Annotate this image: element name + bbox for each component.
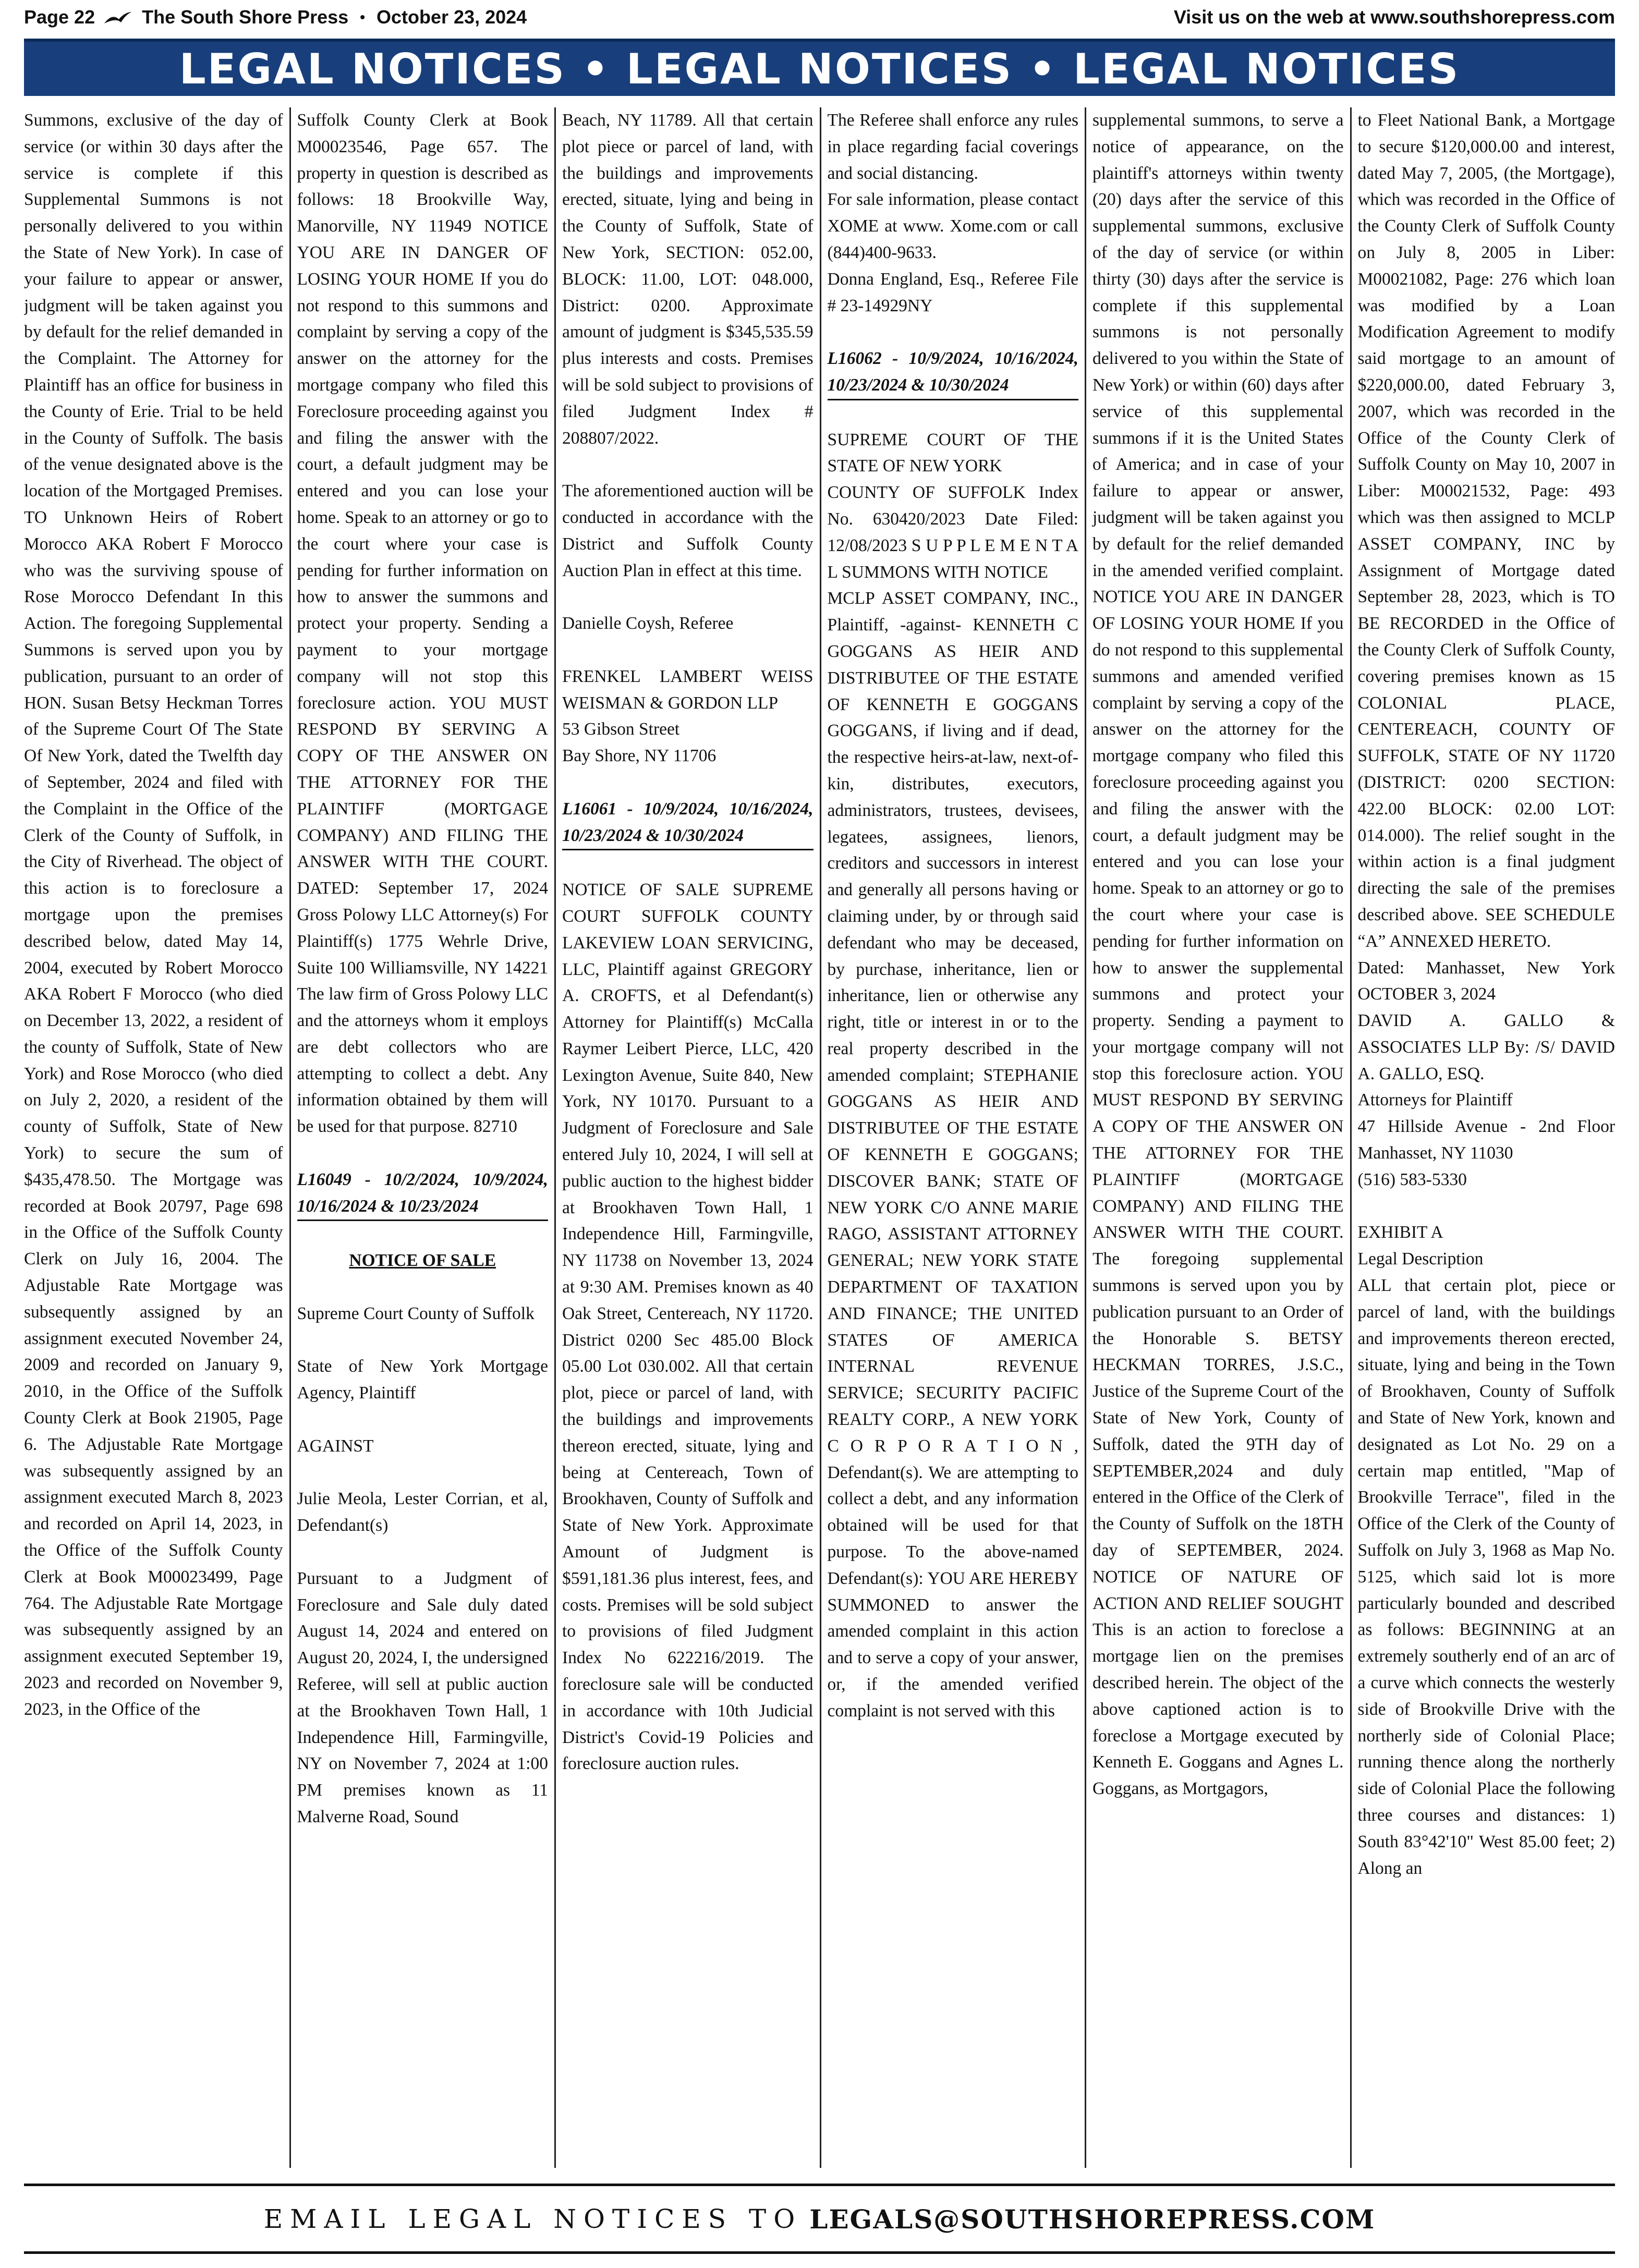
notice-paragraph: Legal Description xyxy=(1357,1249,1484,1269)
notice-paragraph: NOTICE OF SALE SUPREME COURT SUFFOLK COUNTY LAKEVIEW LOAN SERVICING, LLC, Plaintiff against GREGORY A. CROFTS, et al Defendant(s) Attorney for Plaintiff(s) McCalla Raymer Leibert Pierce, LLC, 420 Lexington Avenue, Suite 840, New York, NY 10170. Pursuant to a Judgment of Foreclosure and Sale entered July 10, 2024, I will sell at public auction to the highest bidder at Brookhaven Town Hall, 1 Independence Hill, Farmingville, NY 11738 on November 13, 2024 at 9:30 AM. Premises known as 40 Oak Street, Centereach, NY 11720. District 0200 Sec 485.00 Block 05.00 Lot 030.002. All that certain plot, piece or parcel of land, with the buildings and improvements thereon erected, situate, lying and being at Centereach, Town of Brookhaven, County of Suffolk and State of New York. Approximate Amount of Judgment is $591,181.36 plus interest, fees, and costs. Premises will be sold subject to provisions of filed Judgment Index No 622216/2019. The foreclosure sale will be conducted in accordance with 10th Judicial District's Covid-19 Policies and foreclosure auction rules. xyxy=(562,880,814,1774)
notice-paragraph: COUNTY OF SUFFOLK Index No. 630420/2023 Date Filed: 12/08/2023 S U P P L E M E N T A L SUMMONS WITH NOTICE xyxy=(827,483,1078,582)
notice-paragraph: Julie Meola, Lester Corrian, et al, Defendant(s) xyxy=(297,1489,548,1535)
notice-paragraph: ALL that certain plot, piece or parcel of land, with the buildings and improvements thereon erected, situate, lying and being in the Town of Brookhaven, County of Suffolk and State of New York, known and designated as Lot No. 29 on a certain map entitled, "Map of Brookville Terrace", filed in the Office of the Clerk of the County of Suffolk on July 3, 1968 as Map No. 5125, which said lot is more particularly bounded and described as follows: BEGINNING at an extremely southerly end of an arc of a curve which connects the westerly side of Brookville Drive with the northerly side of Colonial Place; running thence along the northerly side of Colonial Place the following three courses and distances: 1) South 83°42'10" West 85.00 feet; 2) Along an xyxy=(1357,1276,1615,1878)
notice-paragraph xyxy=(562,584,814,611)
notice-column-2 xyxy=(289,107,555,2168)
notice-paragraph: EXHIBIT A xyxy=(1357,1223,1443,1242)
notice-paragraph: Supreme Court County of Suffolk xyxy=(297,1303,535,1323)
page-header xyxy=(24,0,1615,34)
notice-paragraph: Summons, exclusive of the day of service (or within 30 days after the service is complete if this Supplemental Summons is not personally delivered to you within the State of New York). In case of your failure to appear or answer, judgment will be taken against you by default for the relief demanded in the Complaint. The Attorney for Plaintiff has an office for business in the County of Erie. Trial to be held in the County of Suffolk. The basis of the venue designated above is the location of the Mortgaged Premises. TO Unknown Heirs of Robert Morocco AKA Robert F Morocco who was the surviving spouse of Rose Morocco Defendant In this Action. The foregoing Supplemental Summons is served upon you by publication, pursuant to an order of HON. Susan Betsy Heckman Torres of the Supreme Court Of The State Of New York, dated the Twelfth day of September, 2024 and filed with the Complaint in the Office of the Clerk of the County of Suffolk, in the City of Riverhead. The object of this action is to foreclosure a mortgage upon the premises described below, dated May 14, 2004, executed by Robert Morocco AKA Robert F Morocco (who died on December 13, 2022, a resident of the county of Suffolk, State of New York) and Rose Morocco (who died on July 2, 2020, a resident of the county of Suffolk, State of New York) to secure the sum of $435,478.50. The Mortgage was recorded at Book 20797, Page 698 in the Office of the Suffolk County Clerk on July 16, 2004. The Adjustable Rate Mortgage was subsequently assigned by an assignment executed November 24, 2009 and recorded on January 9, 2010, in the Office of the Suffolk County Clerk at Book 21905, Page 6. The Adjustable Rate Mortgage was subsequently assigned by an assignment executed March 8, 2023 and recorded on April 14, 2023, in the Office of the Suffolk County Clerk at Book M00023499, Page 764. The Adjustable Rate Mortgage was subsequently assigned by an assignment executed September 19, 2023 and recorded on November 9, 2023, in the Office of the xyxy=(24,111,283,1719)
notice-paragraph: Beach, NY 11789. All that certain plot piece or parcel of land, with the buildings and improvements erected, situate, lying and being in the County of Suffolk, State of New York, SECTION: 052.00, BLOCK: 11.00, LOT: 048.000, District: 0200. Approximate amount of judgment is $345,535.59 plus interests and costs. Premises will be sold subject to provisions of filed Judgment Index # 208807/2022. xyxy=(562,111,814,448)
notice-paragraph xyxy=(297,1460,549,1486)
notice-heading: NOTICE OF SALE xyxy=(349,1251,496,1271)
notice-reference: L16049 - 10/2/2024, 10/9/2024, 10/16/2024 & 10/23/2024 xyxy=(297,1167,549,1222)
notice-paragraph xyxy=(297,1539,549,1566)
notice-paragraph: Suffolk County Clerk at Book M00023546, Page 657. The property in question is described as follows: 18 Brookville Way, Manorville, NY 11949 NOTICE YOU ARE IN DANGER OF LOSING YOUR HOME If you do not respond to this summons and complaint by serving a copy of the answer on the attorney for the mortgage company who filed this Foreclosure proceeding against you and filing the answer with the court, a default judgment may be entered and you can lose your home. Speak to an attorney or go to the court where your case is pending for further information on how to answer the summons and protect your property. Sending a payment to your mortgage company will not stop this foreclosure action. YOU MUST RESPOND BY SERVING A COPY OF THE ANSWER ON THE ATTORNEY FOR THE PLAINTIFF (MORTGAGE COMPANY) AND FILING THE ANSWER WITH THE COURT. DATED: September 17, 2024 Gross Polowy LLC Attorney(s) For Plaintiff(s) 1775 Wehrle Drive, Suite 100 Williamsville, NY 14221 The law firm of Gross Polowy LLC and the attorneys whom it employs are debt collectors who are attempting to collect a debt. Any information obtained by them will be used for that purpose. 82710 xyxy=(297,111,548,1137)
notice-paragraph: Donna England, Esq., Referee File # 23-14929NY xyxy=(827,269,1078,315)
notice-paragraph xyxy=(828,319,1079,346)
notice-column-6 xyxy=(1350,107,1616,2168)
notice-paragraph: The aforementioned auction will be conducted in accordance with the District and Suffolk County Auction Plan in effect at this time. xyxy=(562,481,814,580)
header-separator: • xyxy=(360,9,365,25)
header-left xyxy=(24,6,527,28)
notice-column-3 xyxy=(554,107,820,2168)
footer-prefix: EMAIL LEGAL NOTICES TO xyxy=(263,2204,803,2234)
notice-paragraph: Danielle Coysh, Referee xyxy=(562,614,734,633)
notice-column-1 xyxy=(24,107,289,2168)
notice-paragraph: MCLP ASSET COMPANY, INC., Plaintiff, -against- KENNETH C GOGGANS AS HEIR AND DISTRIBUTEE OF THE ESTATE OF KENNETH E GOGGANS GOGGANS, if living and if dead, the respective heirs-at-law, next-of-kin, distributes, executors, administrators, trustees, devisees, legatees, assignees, lienors, creditors and successors in interest and generally all persons having or claiming under, by or through said defendant who may be deceased, by purchase, inheritance, lien or inheritance, lien or otherwise any right, title or interest in or to the real property described in the amended complaint; STEPHANIE GOGGANS AS HEIR AND DISTRIBUTEE OF THE ESTATE OF KENNETH E GOGGANS; DISCOVER BANK; STATE OF NEW YORK C/O ANNE MARIE RAGO, ASSISTANT ATTORNEY GENERAL; NEW YORK STATE DEPARTMENT OF TAXATION AND FINANCE; THE UNITED STATES OF AMERICA INTERNAL REVENUE SERVICE; SECURITY PACIFIC REALTY CORP., A NEW YORK C O R P O R A T I O N , Defendant(s). We are attempting to collect a debt, and any information obtained will be used for that purpose. To the above-named Defendant(s): YOU ARE HEREBY SUMMONED to answer the amended complaint in this action and to serve a copy of your answer, or, if the amended verified complaint is not served with this xyxy=(827,589,1078,1721)
notice-paragraph xyxy=(1358,1193,1616,1220)
notice-paragraph: 47 Hillside Avenue - 2nd Floor Manhasset, NY 11030 xyxy=(1357,1117,1615,1163)
notice-paragraph: For sale information, please contact XOME at www. Xome.com or call (844)400-9633. xyxy=(827,190,1078,262)
notice-paragraph xyxy=(297,1407,549,1433)
issue-date: October 23, 2024 xyxy=(377,6,527,28)
notice-column-5 xyxy=(1085,107,1350,2168)
notice-paragraph xyxy=(297,1140,549,1167)
notice-column-4 xyxy=(820,107,1085,2168)
notice-reference: L16061 - 10/9/2024, 10/16/2024, 10/23/2024 & 10/30/2024 xyxy=(562,796,814,851)
notice-paragraph: to Fleet National Bank, a Mortgage to secure $120,000.00 and interest, dated May 7, 2005, (the Mortgage), which was recorded in the Office of the County Clerk of Suffolk County on July 8, 2005 in Liber: M00021082, Page: 276 which loan was modified by a Loan Modification Agreement to modify said mortgage to an amount of $220,000.00, dated February 3, 2007, which was recorded in the Office of the County Clerk of Suffolk County on May 10, 2007 in Liber: M00021532, Page: 493 which was then assigned to MCLP ASSET COMPANY, INC by Assignment of Mortgage dated September 28, 2023, which is TO BE RECORDED in the Office of the County Clerk of Suffolk County, covering premises known as 15 COLONIAL PLACE, CENTEREACH, COUNTY OF SUFFOLK, STATE OF NY 11720 (DISTRICT: 0200 SECTION: 422.00 BLOCK: 02.00 LOT: 014.000). The relief sought in the within action is a final judgment directing the sale of the premises described above. SEE SCHEDULE “A” ANNEXED HERETO. xyxy=(1357,111,1615,951)
notice-paragraph xyxy=(297,1221,549,1248)
notice-paragraph xyxy=(562,770,814,796)
footer-rule-top xyxy=(24,2184,1615,2186)
notice-paragraph: The Referee shall enforce any rules in place regarding facial coverings and social distancing. xyxy=(827,111,1078,183)
footer-email-banner xyxy=(24,2194,1615,2244)
section-title: LEGAL NOTICES • LEGAL NOTICES • LEGAL NOTICES xyxy=(179,44,1460,93)
notice-paragraph: Attorneys for Plaintiff xyxy=(1357,1090,1513,1110)
newspaper-page xyxy=(24,0,1615,2268)
notice-paragraph xyxy=(562,452,814,478)
notice-paragraph xyxy=(828,400,1079,427)
notice-paragraph: 53 Gibson Street xyxy=(562,720,680,739)
seagull-logo-icon xyxy=(103,9,132,25)
notice-paragraph: Bay Shore, NY 11706 xyxy=(562,746,717,766)
publication-name: The South Shore Press xyxy=(142,6,349,28)
notice-paragraph: (516) 583-5330 xyxy=(1357,1169,1467,1189)
website-link[interactable]: Visit us on the web at www.southshorepress.com xyxy=(1173,6,1615,28)
notice-paragraph xyxy=(562,850,814,877)
footer-rule-bottom xyxy=(24,2251,1615,2254)
notice-paragraph xyxy=(297,1274,549,1301)
page-number: Page 22 xyxy=(24,6,95,28)
notice-reference: L16062 - 10/9/2024, 10/16/2024, 10/23/2024 & 10/30/2024 xyxy=(828,346,1079,400)
notice-paragraph: DAVID A. GALLO & ASSOCIATES LLP By: /S/ DAVID A. GALLO, ESQ. xyxy=(1357,1011,1615,1083)
notice-paragraph: Pursuant to a Judgment of Foreclosure and Sale duly dated August 14, 2024 and entered on August 20, 2024, I, the undersigned Referee, will sell at public auction at the Brookhaven Town Hall, 1 Independence Hill, Farmingville, NY on November 7, 2024 at 1:00 PM premises known as 11 Malverne Road, Sound xyxy=(297,1568,548,1826)
notice-paragraph: State of New York Mortgage Agency, Plaintiff xyxy=(297,1357,548,1403)
notice-paragraph xyxy=(297,1327,549,1354)
notice-columns xyxy=(24,107,1615,2168)
notice-paragraph: Dated: Manhasset, New York OCTOBER 3, 2024 xyxy=(1357,958,1615,1004)
section-banner xyxy=(24,39,1615,96)
notice-paragraph xyxy=(562,637,814,664)
notice-paragraph: FRENKEL LAMBERT WEISS WEISMAN & GORDON LLP xyxy=(562,666,814,713)
legals-email-link[interactable]: LEGALS@SOUTHSHOREPRESS.COM xyxy=(809,2203,1376,2235)
notice-paragraph: SUPREME COURT OF THE STATE OF NEW YORK xyxy=(827,430,1078,476)
notice-paragraph: supplemental summons, to serve a notice of appearance, on the plaintiff's attorneys within twenty (20) days after the service of this supplemental summons, exclusive of the day of service (or within thirty (30) days after the service is complete if this supplemental summons is not personally delivered to you within the State of New York) or within (60) days after service of this supplemental summons if it is the United States of America; and in case of your failure to appear or answer, judgment will be taken against you by default for the relief demanded in the amended verified complaint. NOTICE YOU ARE IN DANGER OF LOSING YOUR HOME If you do not respond to this supplemental summons and amended verified complaint by serving a copy of the answer on the attorney for the mortgage company who filed this foreclosure proceeding against you and filing the answer with the court, a default judgment may be entered and you can lose your home. Speak to an attorney or go to the court where your case is pending for further information on how to answer the supplemental summons and protect your property. Sending a payment to your mortgage company will not stop this foreclosure action. YOU MUST RESPOND BY SERVING A COPY OF THE ANSWER ON THE ATTORNEY FOR THE PLAINTIFF (MORTGAGE COMPANY) AND FILING THE ANSWER WITH THE COURT. The foregoing supplemental summons is served upon you by publication pursuant to an Order of the Honorable S. BETSY HECKMAN TORRES, J.S.C., Justice of the Supreme Court of the State of New York, County of Suffolk, dated the 9TH day of SEPTEMBER,2024 and duly entered in the Office of the Clerk of the County of Suffolk on the 18TH day of SEPTEMBER, 2024. NOTICE OF NATURE OF ACTION AND RELIEF SOUGHT This is an action to foreclose a mortgage lien on the premises described herein. The object of the above captioned action is to foreclose a Mortgage executed by Kenneth E. Goggans and Agnes L. Goggans, as Mortgagors, xyxy=(1092,111,1344,1799)
notice-paragraph: AGAINST xyxy=(297,1436,374,1456)
